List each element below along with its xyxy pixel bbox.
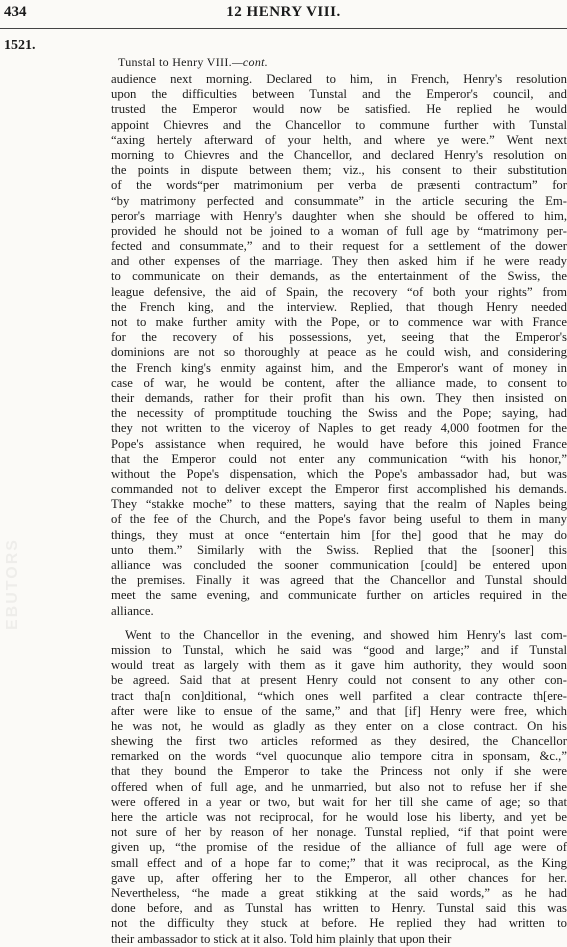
text-line: They “stakke moche” to these matters, saying that the realm of Naples being (111, 497, 567, 512)
text-line: Went to the Chancellor in the evening, and showed him Henry's last com- (125, 627, 567, 642)
text-line: alliance was concluded the sooner communication [could] be entered upon (111, 558, 567, 572)
text-line: fected and consummate,” and to their request for a settlement of the dower (111, 239, 567, 254)
text-line: mission to Tunstal, which he said was “good and large;” and if Tunstal (111, 642, 567, 657)
text-line: shewing the first two articles reformed as they desired, the Chancellor (111, 734, 567, 749)
text-line: remarked on the words “vel quocunque alio tempore citra in sponsam, &c.,” (111, 749, 567, 764)
text-line: that the Emperor could not enter any communication “with his honor,” (111, 451, 567, 466)
text-line: meet the same evening, and communicate further on articles required in the (111, 588, 567, 603)
text-line: without the Pope's dispensation, which the Pope's ambassador had, but was (111, 466, 567, 481)
text-line: “by matrimony perfected and consummate” in the article securing the Em- (111, 193, 567, 208)
margin-year: 1521. (4, 38, 36, 53)
text-line: their ambassador to stick at it also. Told him plainly that upon their (111, 931, 452, 946)
text-line: to communicate on their demands, as the entertainment of the Swiss, the (111, 269, 567, 284)
text-line: after were like to ensue of the same,” and that [if] Henry were free, which (111, 703, 567, 718)
text-line: not sure of her by reason of her nonage. Tunstal replied, “if that point were (111, 825, 567, 840)
text-line: case of war, he would be content, after the alliance made, to consent to (111, 375, 567, 390)
text-line: were offered in a year or two, but wait for her till she came of age; so that (111, 794, 567, 809)
text-line: unto them.” Similarly with the Swiss. Replied that the [sooner] this (111, 542, 567, 557)
text-line: here the article was not reciprocal, for he would lose his liberty, and yet be (111, 810, 567, 824)
text-line: given up, “the promise of the residue of the alliance of full age were of (111, 840, 567, 855)
text-line: commanded not to deliver except the Emperor first accomplished his demands. (111, 482, 567, 497)
text-line: they not written to the viceroy of Naples to get ready 4,000 footmen for the (111, 421, 567, 436)
text-line: not to make further amity with the Pope, or to commence war with France (111, 315, 567, 329)
text-line: tract tha[n con]ditional, “which ones well parfited a clear contracte th[ere- (111, 688, 567, 703)
paragraph-2 (111, 628, 567, 947)
running-title: 12 HENRY VIII. (226, 4, 341, 20)
text-line: would treat as largely with them as it gave him authority, they would soon (111, 658, 567, 673)
document-heading-names: Tunstal to Henry VIII. (118, 55, 232, 69)
document-heading (118, 55, 268, 70)
paragraph-1 (111, 72, 567, 619)
text-line: “axing hertely afterward of your helth, and where ye were.” Went next (111, 132, 567, 147)
document-heading-suffix: —cont. (231, 55, 269, 69)
text-line: the French king, and the interview. Replied, that though Henry needed (111, 299, 567, 314)
text-line: league defensive, the aid of Spain, the recovery “of both your rights” from (111, 284, 567, 299)
text-line: not the difficulty they stuck at before. He replied they had written to (111, 916, 567, 931)
text-line: for the recovery of his possessions, yet, seeing that the Emperor's (111, 330, 567, 345)
text-line: done before, and as Tunstal has written to Henry. Tunstal said this was (111, 901, 567, 916)
text-line: things, they must at once “entertain him [for the] good that he may do (111, 527, 567, 542)
body-text (111, 72, 567, 947)
text-line: their demands, rather for their profit than his own. They then insisted on (111, 390, 567, 405)
text-line: be agreed. Said that at present Henry could not consent to any other con- (111, 673, 567, 688)
text-line: small effect and of a hope far to come;” that it was reciprocal, as the King (111, 855, 567, 870)
side-watermark: EBUTORS (4, 538, 21, 630)
text-line: the French king's enmity against him, and the Emperor's want of money in (111, 360, 567, 375)
text-line: alliance. (111, 603, 154, 618)
text-line: dominions are not so thoroughly at peace as he could wish, and considering (111, 345, 567, 360)
text-line: gave up, after offering her to the Emperor, all other chances for her. (111, 870, 567, 885)
text-line: the points in dispute between them; viz., his consent to their substitution (111, 163, 567, 178)
text-line: he was not, he would as gladly as they enter on a close contract. On his (111, 718, 567, 733)
text-line: offered when of full age, and he unmarried, but also not to refuse her if she (111, 779, 567, 794)
header-rule (0, 28, 567, 29)
text-line: Nevertheless, “he made a great stikking at the said words,” as he had (111, 885, 567, 900)
text-line: upon the difficulties between Tunstal and the Emperor's council, and (111, 87, 567, 102)
paragraph-gap (111, 619, 567, 628)
text-line: that they bound the Emperor to take the Princess not only if she were (111, 764, 567, 779)
text-line: of the fee of the Church, and the Pope's favor being useful to them in many (111, 512, 567, 527)
text-line: provided he should not be joined to a woman of full age by “matrimony per- (111, 223, 567, 238)
text-line: trusted the Emperor would now be satisfied. He replied he would (111, 102, 567, 117)
text-line: audience next morning. Declared to him, in French, Henry's resolution (111, 72, 567, 86)
page-number: 434 (4, 4, 27, 20)
text-line: morning to Chievres and the Chancellor, and declared Henry's resolution on (111, 147, 567, 162)
text-line: the premises. Finally it was agreed that the Chancellor and Tunstal should (111, 573, 567, 588)
text-line: Pope's assistance when required, he would have before this joined France (111, 436, 567, 451)
text-line: appoint Chievres and the Chancellor to commune further with Tunstal (111, 117, 567, 132)
text-line: the necessity of promptitude touching the Swiss and the Pope; saying, had (111, 406, 567, 421)
text-line: and other expenses of the marriage. They then asked him if he were ready (111, 254, 567, 269)
text-line: peror's marriage with Henry's daughter when she should be offered to him, (111, 208, 567, 223)
text-line: of the words“per matrimonium per verba de præsenti contractum” for (111, 178, 567, 193)
